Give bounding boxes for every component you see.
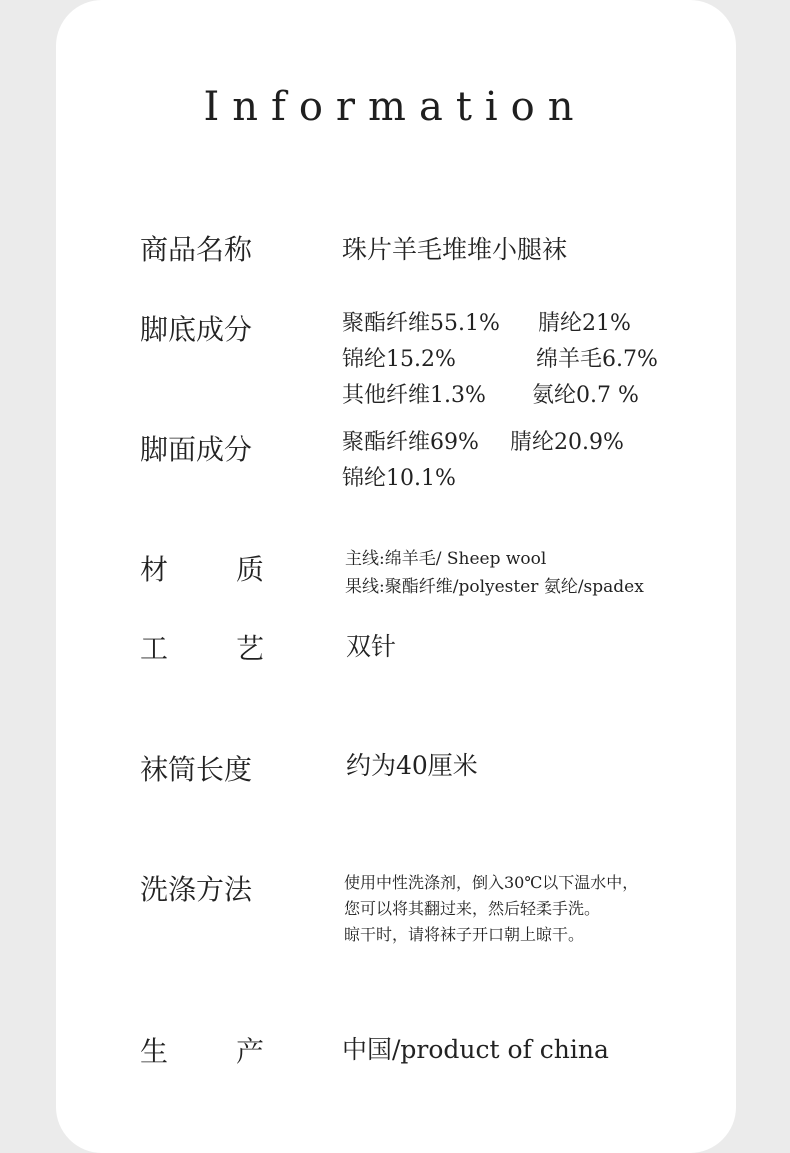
value-origin: 中国/product of china [342, 1035, 609, 1064]
sole-line-3 [342, 378, 702, 414]
value-upper-composition [342, 425, 702, 497]
label-product-name: 商品名称 [140, 233, 253, 266]
label-wash-method: 洗涤方法 [140, 873, 253, 906]
wash-line: 您可以将其翻过来，然后轻柔手洗。 [344, 899, 601, 918]
label-craft-left: 工 [140, 632, 169, 665]
label-origin-right: 产 [235, 1035, 264, 1068]
value-tube-length: 约为40厘米 [346, 751, 478, 780]
label-material-right: 质 [235, 553, 264, 586]
upper-line-1 [342, 425, 702, 461]
sole-item: 其他纤维1.3% [342, 383, 486, 408]
upper-item: 锦纶10.1% [342, 466, 456, 491]
label-origin [140, 1030, 264, 1070]
sole-line-1 [342, 306, 702, 342]
upper-item: 腈纶20.9% [510, 430, 624, 455]
sole-item: 腈纶21% [538, 311, 631, 336]
label-upper-composition: 脚面成分 [140, 433, 253, 466]
value-craft: 双针 [346, 632, 397, 661]
value-product-name: 珠片羊毛堆堆小腿袜 [342, 235, 568, 264]
label-material-left: 材 [140, 553, 169, 586]
label-tube-length: 袜筒长度 [140, 753, 253, 786]
page-title: Information [203, 84, 587, 130]
label-craft-right: 艺 [235, 632, 264, 665]
sole-item: 锦纶15.2% [342, 347, 456, 372]
value-sole-composition [342, 306, 702, 414]
value-material [345, 545, 644, 601]
label-sole-composition: 脚底成分 [140, 313, 253, 346]
label-origin-left: 生 [140, 1035, 169, 1068]
sole-item: 氨纶0.7 % [532, 383, 639, 408]
material-line: 主线:绵羊毛/ Sheep wool [345, 549, 547, 569]
label-craft [140, 627, 264, 667]
material-line: 果线:聚酯纤维/polyester 氨纶/spadex [345, 577, 644, 597]
value-wash-method [344, 870, 638, 948]
wash-line: 使用中性洗涤剂，倒入30℃以下温水中， [344, 873, 639, 892]
upper-line-2 [342, 461, 702, 497]
sole-item: 聚酯纤维55.1% [342, 311, 500, 336]
upper-item: 聚酯纤维69% [342, 430, 479, 455]
sole-line-2 [342, 342, 702, 378]
label-material [140, 548, 264, 588]
wash-line: 晾干时，请将袜子开口朝上晾干。 [344, 925, 585, 944]
sole-item: 绵羊毛6.7% [536, 347, 658, 372]
